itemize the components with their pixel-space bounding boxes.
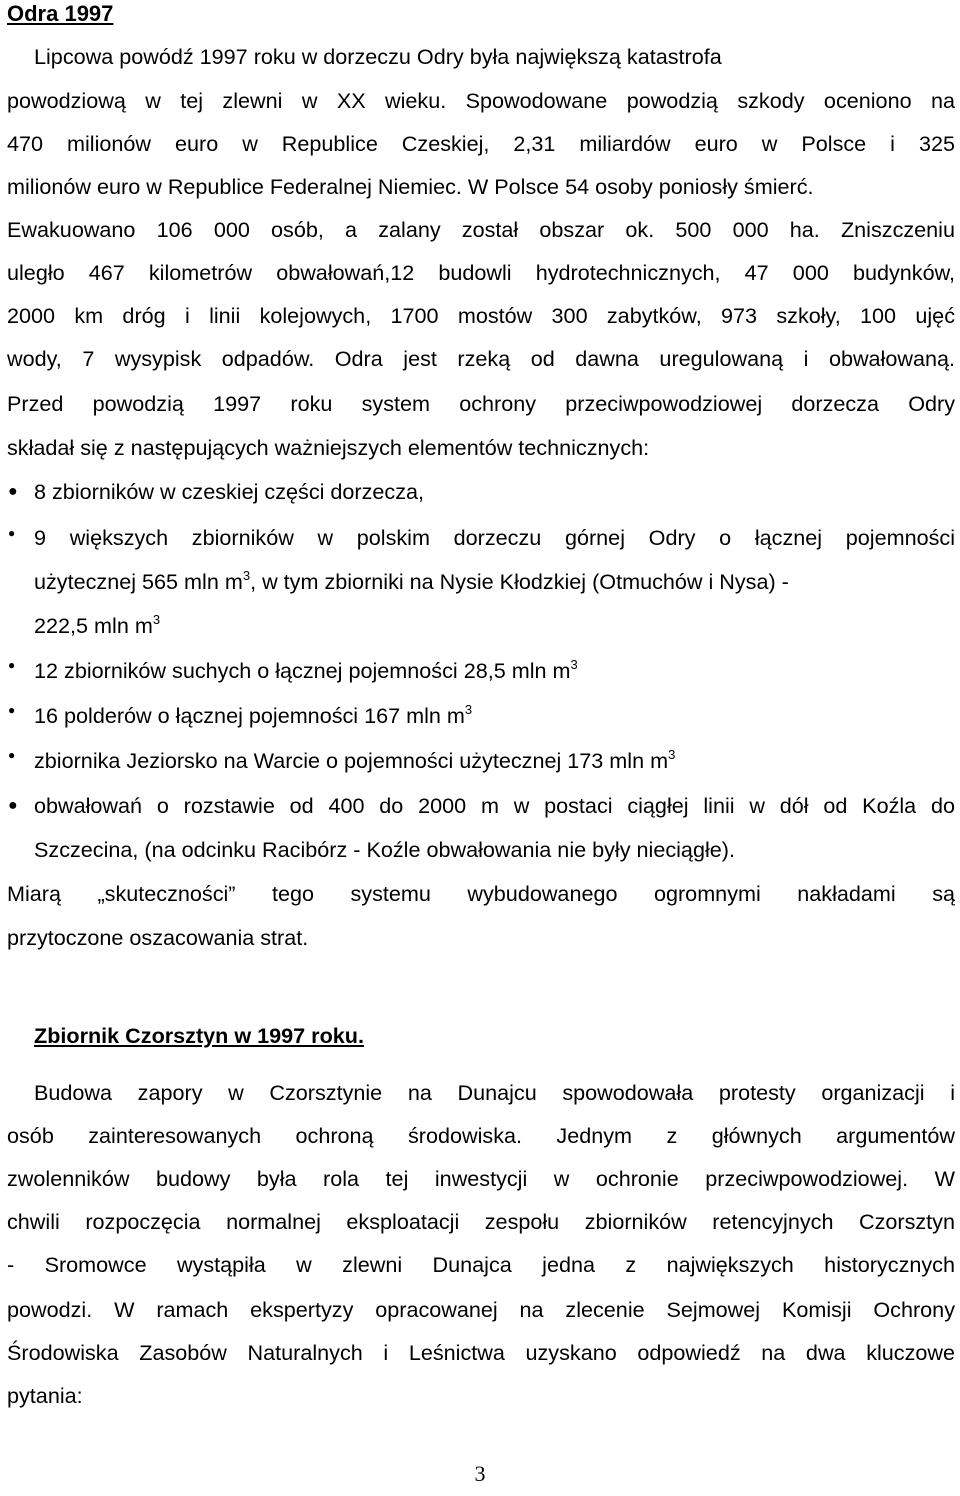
page-number: 3 <box>474 1461 486 1486</box>
paragraph-line: przytoczone oszacowania strat. <box>7 925 309 950</box>
paragraph-line: chwili rozpoczęcia normalnej eksploatacji zespołu zbiorników retencyjnych Czorsztyn <box>7 1209 955 1234</box>
bullet-icon: ● <box>8 703 16 717</box>
bullet-icon: ● <box>8 658 16 672</box>
bullet-icon: ● <box>8 526 16 540</box>
paragraph-line: powodziową w tej zlewni w XX wieku. Spowodowane powodzią szkody oceniono na <box>7 88 955 113</box>
list-item-continuation: użytecznej 565 mln $m^3$, w tym zbiorniki na Nysie Kłodzkiej (Otmuchów i Nysa) - <box>34 568 789 594</box>
list-item-continuation: Szczecina, (na odcinku Racibórz - Koźle obwałowania nie były nieciągłe). <box>34 837 735 862</box>
paragraph-line: milionów euro w Republice Federalnej Niemiec. W Polsce 54 osoby poniosły śmierć. <box>7 174 814 199</box>
list-item: 9 większych zbiorników w polskim dorzeczu górnej Odry o łącznej pojemności <box>34 525 955 550</box>
list-item: obwałowań o rozstawie od 400 do 2000 m w postaci ciągłej linii w dół od Koźla do <box>34 793 955 818</box>
paragraph-line: - Sromowce wystąpiła w zlewni Dunajca jedna z największych historycznych <box>7 1252 955 1277</box>
paragraph-line: Lipcowa powódź 1997 roku w dorzeczu Odry była największą katastrofa <box>34 44 722 69</box>
list-item: 8 zbiorników w czeskiej części dorzecza, <box>34 479 425 504</box>
paragraph-line: uległo 467 kilometrów obwałowań,12 budowli hydrotechnicznych, 47 000 budynków, <box>7 260 955 285</box>
paragraph-line: składał się z następujących ważniejszych elementów technicznych: <box>7 435 650 460</box>
paragraph-line: Budowa zapory w Czorsztynie na Dunajcu spowodowała protesty organizacji i <box>34 1080 955 1105</box>
paragraph-line: Ewakuowano 106 000 osób, a zalany został obszar ok. 500 000 ha. Zniszczeniu <box>7 217 955 242</box>
paragraph-line: zwolenników budowy była rola tej inwestycji w ochronie przeciwpowodziowej. W <box>7 1166 955 1191</box>
paragraph-line: Miarą „skuteczności” tego systemu wybudowanego ogromnymi nakładami są <box>7 881 955 906</box>
paragraph-line: 470 milionów euro w Republice Czeskiej, 2,31 miliardów euro w Polsce i 325 <box>7 131 955 156</box>
paragraph-line: Przed powodzią 1997 roku system ochrony przeciwpowodziowej dorzecza Odry <box>7 391 955 416</box>
list-item-continuation: 222,5 mln $m^3$ <box>34 612 161 638</box>
paragraph-line: 2000 km dróg i linii kolejowych, 1700 mostów 300 zabytków, 973 szkoły, 100 ujęć <box>7 303 955 328</box>
bullet-icon: ● <box>8 483 18 500</box>
paragraph-line: Środowiska Zasobów Naturalnych i Leśnictwa uzyskano odpowiedź na dwa kluczowe <box>7 1340 955 1365</box>
section-title-odra-1997: Odra 1997 <box>7 1 114 26</box>
section-title-czorsztyn: Zbiornik Czorsztyn w 1997 roku. <box>34 1023 364 1048</box>
paragraph-line: wody, 7 wysypisk odpadów. Odra jest rzeką od dawna uregulowaną i obwałowaną. <box>7 346 955 371</box>
paragraph-line: pytania: <box>7 1383 83 1408</box>
paragraph-line: powodzi. W ramach ekspertyzy opracowanej na zlecenie Sejmowej Komisji Ochrony <box>7 1297 955 1322</box>
paragraph-line: osób zainteresowanych ochroną środowiska. Jednym z głównych argumentów <box>7 1123 955 1148</box>
list-item: zbiornika Jeziorsko na Warcie o pojemności użytecznej 173 mln $m^3$ <box>34 747 676 773</box>
list-item: 16 polderów o łącznej pojemności 167 mln $m^3$ <box>34 702 473 728</box>
list-item: 12 zbiorników suchych o łącznej pojemności 28,5 mln $m^3$ <box>34 657 578 683</box>
bullet-icon: ● <box>8 797 18 814</box>
bullet-icon: ● <box>8 748 16 762</box>
